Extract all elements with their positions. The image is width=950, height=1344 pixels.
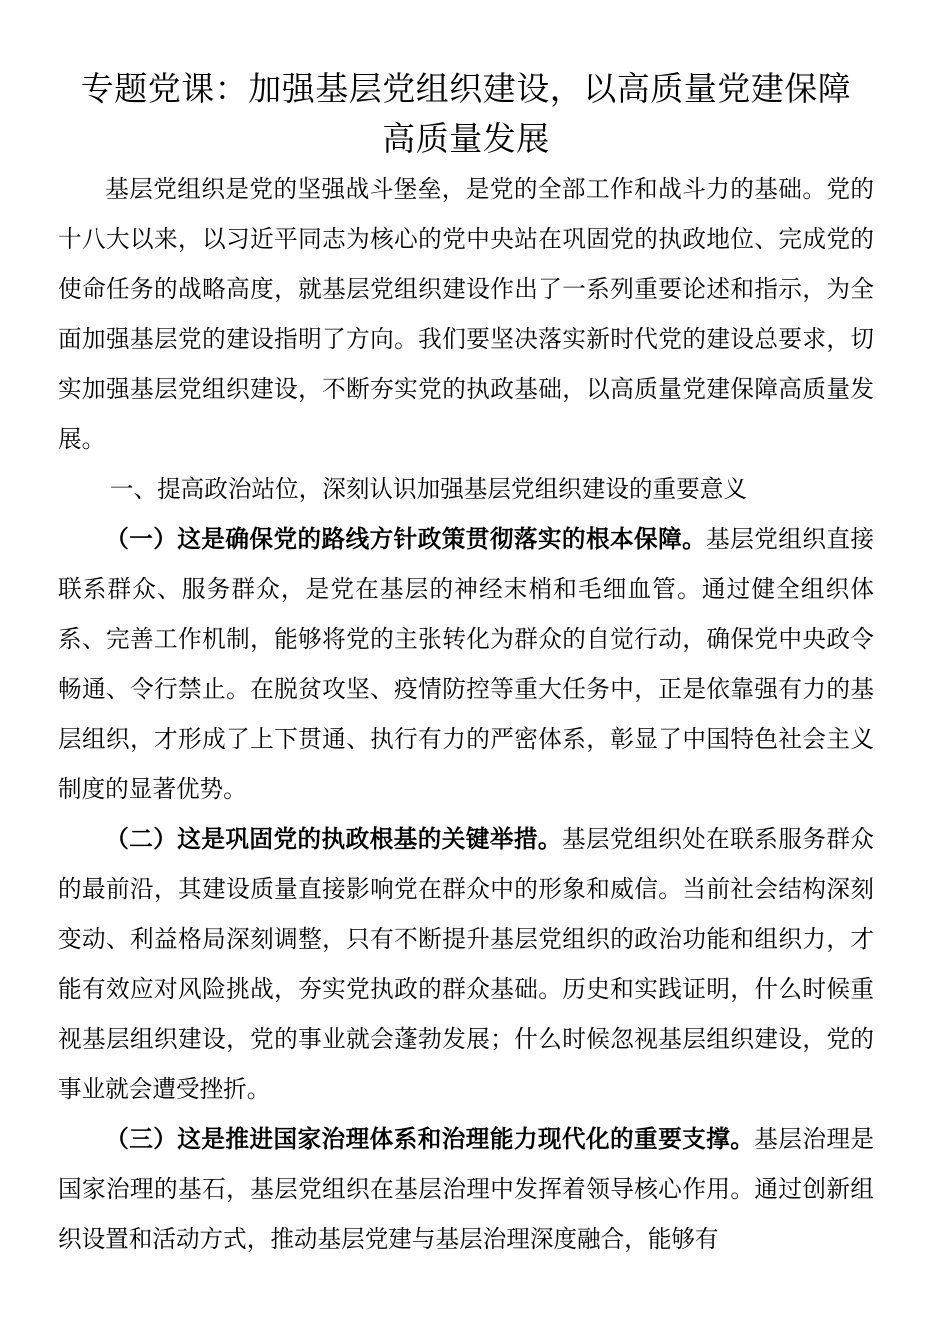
subsection-3-lead: （三）这是推进国家治理体系和治理能力现代化的重要支撑。 [105,1125,755,1153]
document-title [58,64,874,164]
subsection-2-body: 基层党组织处在联系服务群众的最前沿，其建设质量直接影响党在群众中的形象和威信。当前社会结构深刻变动、利益格局深刻调整，只有不断提升基层党组织的政治功能和组织力，才能有效应对风险挑战，夯实党执政的群众基础。历史和实践证明，什么时候重视基层组织建设，党的事业就会蓬勃发展；什么时候忽视基层组织建设，党的事业就会遭受挫折。 [58,825,875,1103]
subsection-2-paragraph [58,814,874,1114]
intro-paragraph: 基层党组织是党的坚强战斗堡垒，是党的全部工作和战斗力的基础。党的十八大以来，以习近平同志为核心的党中央站在巩固党的执政地位、完成党的使命任务的战略高度，就基层党组织建设作出了一系列重要论述和指示，为全面加强基层党的建设指明了方向。我们要坚决落实新时代党的建设总要求，切实加强基层党组织建设，不断夯实党的执政基础，以高质量党建保障高质量发展。 [58,175,874,453]
title-line-1: 专题党课：加强基层党组织建设，以高质量党建保障 [80,69,852,108]
subsection-2-lead: （二）这是巩固党的执政根基的关键举措。 [105,825,562,853]
subsection-1-lead: （一）这是确保党的路线方针政策贯彻落实的根本保障。 [105,525,707,553]
title-line-2: 高质量发展 [382,119,550,158]
subsection-3-body: 基层治理是国家治理的基石，基层党组织在基层治理中发挥着领导核心作用。通过创新组织设置和活动方式，推动基层党建与基层治理深度融合，能够有 [58,1125,875,1253]
subsection-3-paragraph [58,1114,874,1264]
subsection-1-paragraph [58,514,874,814]
section-1-heading: 一、提高政治站位，深刻认识加强基层党组织建设的重要意义 [109,475,747,503]
subsection-1-body: 基层党组织直接联系群众、服务群众，是党在基层的神经末梢和毛细血管。通过健全组织体系、完善工作机制，能够将党的主张转化为群众的自觉行动，确保党中央政令畅通、令行禁止。在脱贫攻坚、疫情防控等重大任务中，正是依靠强有力的基层组织，才形成了上下贯通、执行有力的严密体系，彰显了中国特色社会主义制度的显著优势。 [58,525,875,803]
